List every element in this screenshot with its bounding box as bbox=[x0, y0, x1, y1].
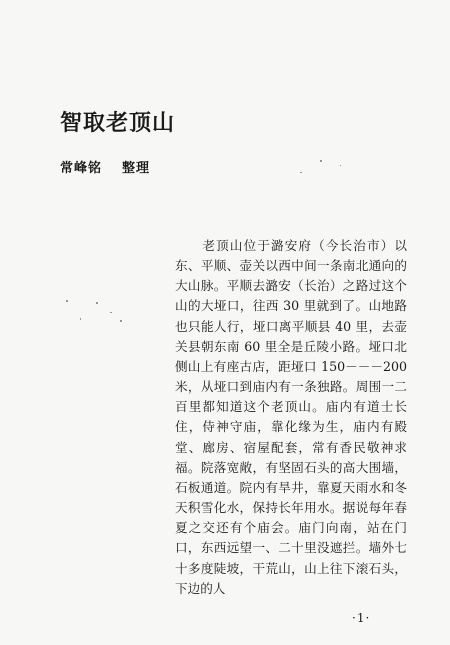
article-title: 智取老顶山 bbox=[60, 111, 176, 136]
scan-speck bbox=[320, 160, 322, 162]
scan-speck bbox=[110, 312, 112, 313]
scan-speck bbox=[340, 165, 341, 166]
page-number: ·1· bbox=[352, 611, 371, 625]
article-body: 老顶山位于潞安府（今长治市）以东、平顺、壶关以西中间一条南北通向的大山脉。平顺去潞安（长治）之路过这个山的大垭口，往西 30 里就到了。山地路也只能人行，垭口离平顺县 40 里，去壶关县朝东南 60 里全是丘陵小路。垭口北侧山上有座古店，距垭口 150－－－200 米，从垭口到庙内有一条独路。周围一二百里都知道这个老顶山。庙内有道士长住，侍神守庙，靠化缘为生，庙内有殿堂、廊房、宿屋配套，常有香民敬神求福。院落宽敞，有坚固石头的高大围墙，石板通道。院内有旱井，靠夏天雨水和冬天积雪化水，保持长年用水。据说每年春夏之交还有个庙会。庙门向南，站在门口，东西远望一、二十里没遮拦。墙外七十多度陡坡，干荒山，山上往下滚石头，下边的人 bbox=[175, 238, 407, 596]
scan-speck bbox=[66, 300, 68, 302]
scan-speck bbox=[300, 172, 302, 173]
scan-speck bbox=[120, 320, 122, 322]
scan-speck bbox=[80, 318, 81, 320]
author-role: 整理 bbox=[122, 161, 151, 176]
author-name: 常峰铭 bbox=[60, 161, 103, 176]
scan-speck bbox=[96, 302, 98, 304]
byline bbox=[60, 157, 150, 176]
